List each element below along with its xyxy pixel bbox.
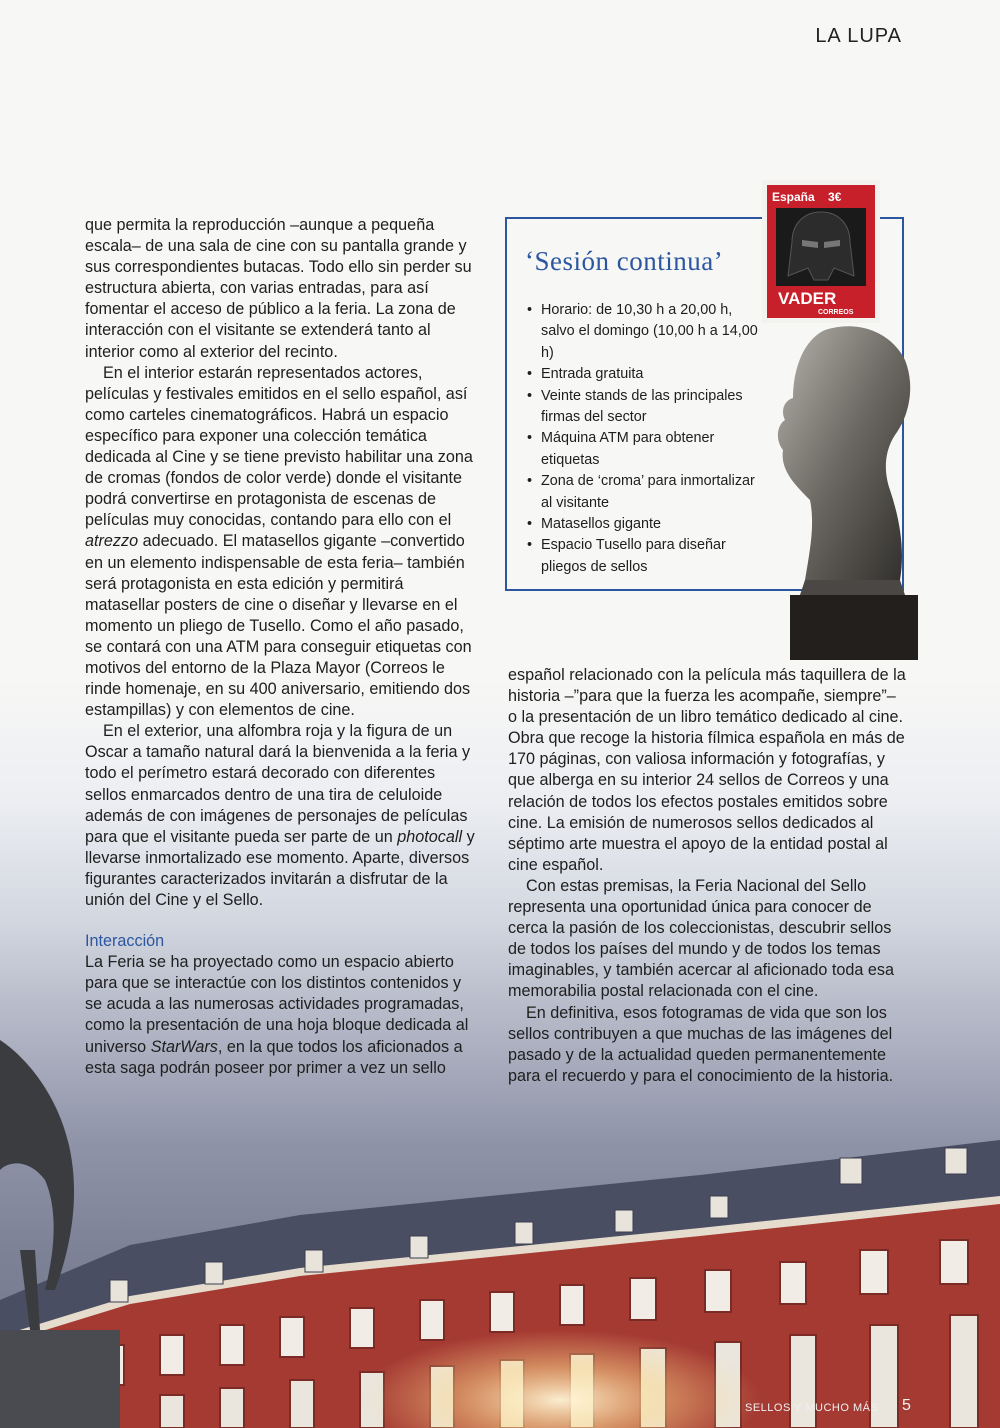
info-box-list xyxy=(527,300,767,578)
paragraph: En definitiva, esos fotogramas de vida que son los sellos contribuyen a que muchas de las imágenes del pasado y de la actualidad queden permanentemente para el recuerdo y para el conocimiento de la historia. xyxy=(508,1003,894,1085)
subheading: Interacción xyxy=(85,932,165,951)
paragraph: que permita la reproducción –aunque a pequeña escala– de una sala de cine con su pantalla grande y sus correspondientes butacas. Todo ello sin perder su estructura abierta, con varias entradas, para así fomentar el acceso de público a la feria. La zona de interacción con el visitante se extenderá tanto al interior como al exterior del recinto. xyxy=(85,216,472,361)
paragraph: Con estas premisas, la Feria Nacional del Sello representa una oportunidad única para conocer de cerca la pasión de los coleccionistas, descubrir sellos de todos los países del mundo y de todos los temas imaginables, y también acercar al aficionado toda esa memorabilia postal relacionada con el cine. xyxy=(508,876,895,1001)
list-item: • Veinte stands de las principales firmas del sector xyxy=(527,386,767,429)
list-item: • Matasellos gigante xyxy=(527,514,767,535)
paragraph: español relacionado con la película más taquillera de la historia –”para que la fuerza les acompañe, siempre”– o la presentación de un libro temático dedicado al cine. Obra que recoge la historia fílmica española en más de 170 páginas, con valiosa información y fotografías, y que alberga en su interior 24 sellos de Correos y una relación de todos los efectos postales emitidos sobre cine. La emisión de numerosos sellos dedicados al séptimo arte muestra el apoyo de la entidad postal al cine español. xyxy=(508,666,906,874)
article-column-right xyxy=(508,665,906,1087)
article-column-left xyxy=(85,215,477,1079)
section-header: LA LUPA xyxy=(815,25,902,47)
stamp-issuer: CORREOS xyxy=(818,309,854,316)
stamp-country: España xyxy=(772,190,815,204)
list-item: • Espacio Tusello para diseñar pliegos de sellos xyxy=(527,535,767,578)
paragraph: En el interior estarán representados actores, películas y festivales emitidos en el sello español, así como carteles cinematográficos. Habrá un espacio específico para exponer una colección temática dedicada al Cine y se tiene previsto habilitar una zona de cromas (fondos de color verde) donde el visitante podrá convertirse en protagonista de escenas de películas muy conocidas, contando para ello con el atrezzo adecuado. El matasellos gigante –convertido en un elemento indispensable de esta feria– también será protagonista en esta edición y permitirá matasellar posters de cine o diseñar y llevarse en el momento un pliego de Tusello. Como el año pasado, se contará con una ATM para conseguir etiquetas con motivos del entorno de la Plaza Mayor (Correos le rinde homenaje, en su 400 aniversario, emitiendo dos estampillas) y con elementos de cine. xyxy=(85,363,473,720)
list-item: • Entrada gratuita xyxy=(527,364,767,385)
page-number: 5 xyxy=(902,1397,911,1414)
goya-bust-image xyxy=(765,320,925,660)
paragraph: La Feria se ha proyectado como un espacio abierto para que se interactúe con los distintos contenidos y se acuda a las numerosas actividades programadas, como la presentación de una hoja bloque dedicada al universo StarWars, en la que todos los aficionados a esta saga podrán poseer por primer a vez un sello xyxy=(85,953,469,1077)
info-box-title: ‘Sesión continua’ xyxy=(525,246,724,276)
vader-stamp-image xyxy=(762,180,880,323)
list-item: • Horario: de 10,30 h a 20,00 h, salvo el domingo (10,00 h a 14,00 h) xyxy=(527,300,767,364)
list-item: • Zona de ‘croma’ para inmortalizar al visitante xyxy=(527,471,767,514)
stamp-name: VADER xyxy=(778,289,837,308)
paragraph: En el exterior, una alfombra roja y la figura de un Oscar a tamaño natural dará la bienvenida a la feria y todo el perímetro estará decorado con diferentes sellos enmarcados dentro de una tira de celuloide además de con imágenes de personajes de películas para que el visitante pueda ser parte de un photocall y llevarse inmortalizado ese momento. Aparte, diversos figurantes caracterizados invitarán a disfrutar de la unión del Cine y el Sello. xyxy=(85,722,475,909)
footer-magazine-name: SELLOS Y MUCHO MÁS xyxy=(745,1402,879,1414)
list-item: • Máquina ATM para obtener etiquetas xyxy=(527,428,767,471)
stamp-value: 3€ xyxy=(828,190,842,204)
